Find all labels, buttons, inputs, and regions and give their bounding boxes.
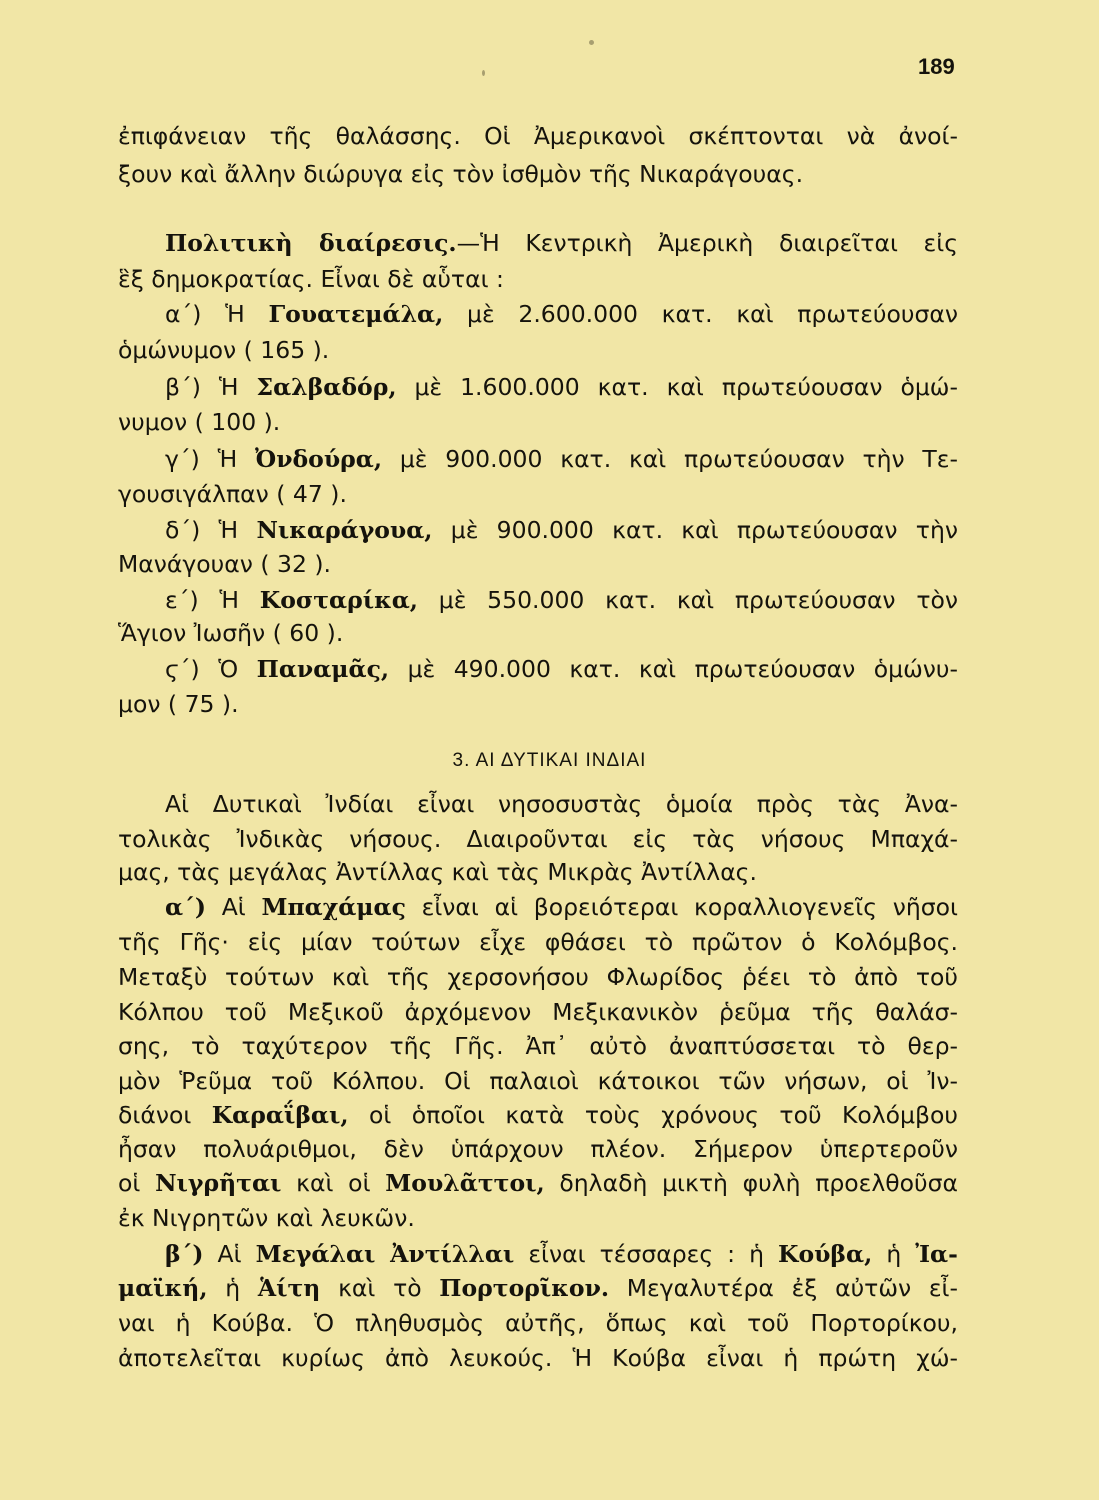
text-line: ἦσαν πολυάριθμοι, δὲν ὑπάρχουν πλέον. Σήμερον ὑπερτεροῦν <box>118 1135 958 1163</box>
republic-line <box>165 299 958 329</box>
text-span: καὶ τὸ <box>338 1274 422 1302</box>
text-line: ὁμώνυμον ( 165 ). <box>118 336 330 364</box>
text-span: εἶναι τέσσαρες : ἡ <box>528 1240 764 1268</box>
list-marker: ϛ΄) Ὁ <box>165 655 239 683</box>
text-span: Αἱ <box>217 1240 242 1268</box>
island-name: μαϊκή, <box>118 1274 208 1302</box>
list-marker: β΄) <box>165 1240 204 1268</box>
text-span: —Ἡ Κεντρικὴ Ἀμερικὴ διαιρεῖται εἰς <box>456 229 958 257</box>
text-span: μὲ 2.600.000 κατ. καὶ πρωτεύουσαν <box>467 300 958 328</box>
text-span: μὲ 490.000 κατ. καὶ πρωτεύουσαν ὁμώνυ- <box>407 655 958 683</box>
text-span: εἶναι αἱ βορειότεραι κοραλλιογενεῖς νῆσοι <box>421 893 958 921</box>
people-name: Μουλᾶττοι, <box>385 1169 545 1197</box>
island-name: Ἰα- <box>915 1240 958 1268</box>
list-marker: α΄) Ἡ <box>165 300 245 328</box>
text-span: μὲ 550.000 κατ. καὶ πρωτεύουσαν τὸν <box>438 586 958 614</box>
text-span: ἡ <box>225 1274 241 1302</box>
text-line: Αἱ Δυτικαὶ Ἰνδίαι εἶναι νησοσυστὰς ὁμοία πρὸς τὰς Ἀνα- <box>165 790 958 818</box>
list-marker: ε΄) Ἡ <box>165 586 240 614</box>
text-line <box>118 1100 958 1130</box>
island-name: Κούβα, <box>778 1240 873 1268</box>
section-heading: 3. ΑΙ ΔΥΤΙΚΑΙ ΙΝΔΙΑΙ <box>452 750 647 771</box>
text-line: τῆς Γῆς· εἰς μίαν τούτων εἶχε φθάσει τὸ πρῶτον ὁ Κολόμβος. <box>118 928 958 956</box>
text-line: Κόλπου τοῦ Μεξικοῦ ἀρχόμενον Μεξικανικὸν ῥεῦμα τῆς θαλάσ- <box>118 998 958 1026</box>
text-line: ναι ἡ Κούβα. Ὁ πληθυσμὸς αὐτῆς, ὅπως καὶ τοῦ Πορτορίκου, <box>118 1309 958 1337</box>
text-line: μον ( 75 ). <box>118 690 239 718</box>
republic-line <box>165 444 958 474</box>
text-span: καὶ οἱ <box>296 1169 371 1197</box>
country-name: Ὀνδούρα, <box>255 445 383 473</box>
text-line: τολικὰς Ἰνδικὰς νήσους. Διαιροῦνται εἰς τὰς νήσους Μπαχά- <box>118 825 958 853</box>
text-line: σης, τὸ ταχύτερον τῆς Γῆς. Ἀπ᾽ αὐτὸ ἀναπτύσσεται τὸ θερ- <box>118 1032 958 1060</box>
text-line: Ἅγιον Ἰωσῆν ( 60 ). <box>118 619 344 647</box>
section-title: Πολιτικὴ διαίρεσις. <box>165 229 457 257</box>
text-span: μὲ 900.000 κατ. καὶ πρωτεύουσαν τὴν <box>450 516 958 544</box>
text-span: μὲ 900.000 κατ. καὶ πρωτεύουσαν τὴν Τε- <box>399 445 958 473</box>
text-line: ξουν καὶ ἄλλην διώρυγα εἰς τὸν ἰσθμὸν τῆς Νικαράγουας. <box>118 160 804 188</box>
text-line: Μανάγουαν ( 32 ). <box>118 550 332 578</box>
island-group-name: Μεγάλαι Ἀντίλλαι <box>255 1240 515 1268</box>
people-name: Νιγρῆται <box>155 1169 282 1197</box>
text-line: ἐκ Νιγρητῶν καὶ λευκῶν. <box>118 1204 415 1232</box>
text-span: διάνοι <box>118 1101 192 1129</box>
country-name: Σαλβαδόρ, <box>256 373 397 401</box>
bahamas-line <box>165 892 958 922</box>
republic-line <box>165 654 958 684</box>
text-span: δηλαδὴ μικτὴ φυλὴ προελθοῦσα <box>559 1169 958 1197</box>
republic-line <box>165 515 958 545</box>
page-number: 189 <box>918 54 955 79</box>
text-span: ἡ <box>886 1240 902 1268</box>
text-line: νυμον ( 100 ). <box>118 408 281 436</box>
text-line: ἀποτελεῖται κυρίως ἀπὸ λευκούς. Ἡ Κούβα εἶναι ἡ πρώτη χώ- <box>118 1344 958 1372</box>
antilles-line <box>165 1239 958 1269</box>
country-name: Παναμᾶς, <box>256 655 390 683</box>
republic-line <box>165 372 958 402</box>
text-span: Μεγαλυτέρα ἐξ αὐτῶν εἶ- <box>626 1274 958 1302</box>
list-marker: β΄) Ἡ <box>165 373 239 401</box>
text-span: μὲ 1.600.000 κατ. καὶ πρωτεύουσαν ὁμώ- <box>414 373 958 401</box>
country-name: Κοσταρίκα, <box>259 586 418 614</box>
text-line: Μεταξὺ τούτων καὶ τῆς χερσονήσου Φλωρίδος ῥέει τὸ ἀπὸ τοῦ <box>118 963 958 991</box>
text-line: ἓξ δημοκρατίας. Εἶναι δὲ αὗται : <box>118 265 504 293</box>
text-line <box>118 1273 958 1303</box>
list-marker: α΄) <box>165 893 206 921</box>
people-name: Καραΐβαι, <box>211 1101 349 1129</box>
republic-line <box>165 585 958 615</box>
text-line: μας, τὰς μεγάλας Ἀντίλλας καὶ τὰς Μικρὰς Ἀντίλλας. <box>118 858 757 886</box>
text-span: Αἱ <box>221 893 246 921</box>
island-name: Πορτορῖκον. <box>439 1274 610 1302</box>
text-line: μὸν Ῥεῦμα τοῦ Κόλπου. Οἱ παλαιοὶ κάτοικοι τῶν νήσων, οἱ Ἰν- <box>118 1067 958 1095</box>
island-name: Μπαχάμας <box>261 893 406 921</box>
island-name: Ἁίτη <box>257 1274 321 1302</box>
list-marker: γ΄) Ἡ <box>165 445 238 473</box>
paper-speck <box>482 70 485 76</box>
text-line: ἐπιφάνειαν τῆς θαλάσσης. Οἱ Ἀμερικανοὶ σκέπτονται νὰ ἀνοί- <box>118 122 958 150</box>
text-span: οἱ <box>118 1169 141 1197</box>
paper-speck <box>589 40 594 45</box>
text-line <box>118 1168 958 1198</box>
country-name: Γουατεμάλα, <box>268 300 444 328</box>
list-marker: δ΄) Ἡ <box>165 516 239 544</box>
country-name: Νικαράγουα, <box>256 516 433 544</box>
political-division-line <box>165 228 958 258</box>
text-line: γουσιγάλπαν ( 47 ). <box>118 480 347 508</box>
text-span: οἱ ὁποῖοι κατὰ τοὺς χρόνους τοῦ Κολόμβου <box>369 1101 958 1129</box>
